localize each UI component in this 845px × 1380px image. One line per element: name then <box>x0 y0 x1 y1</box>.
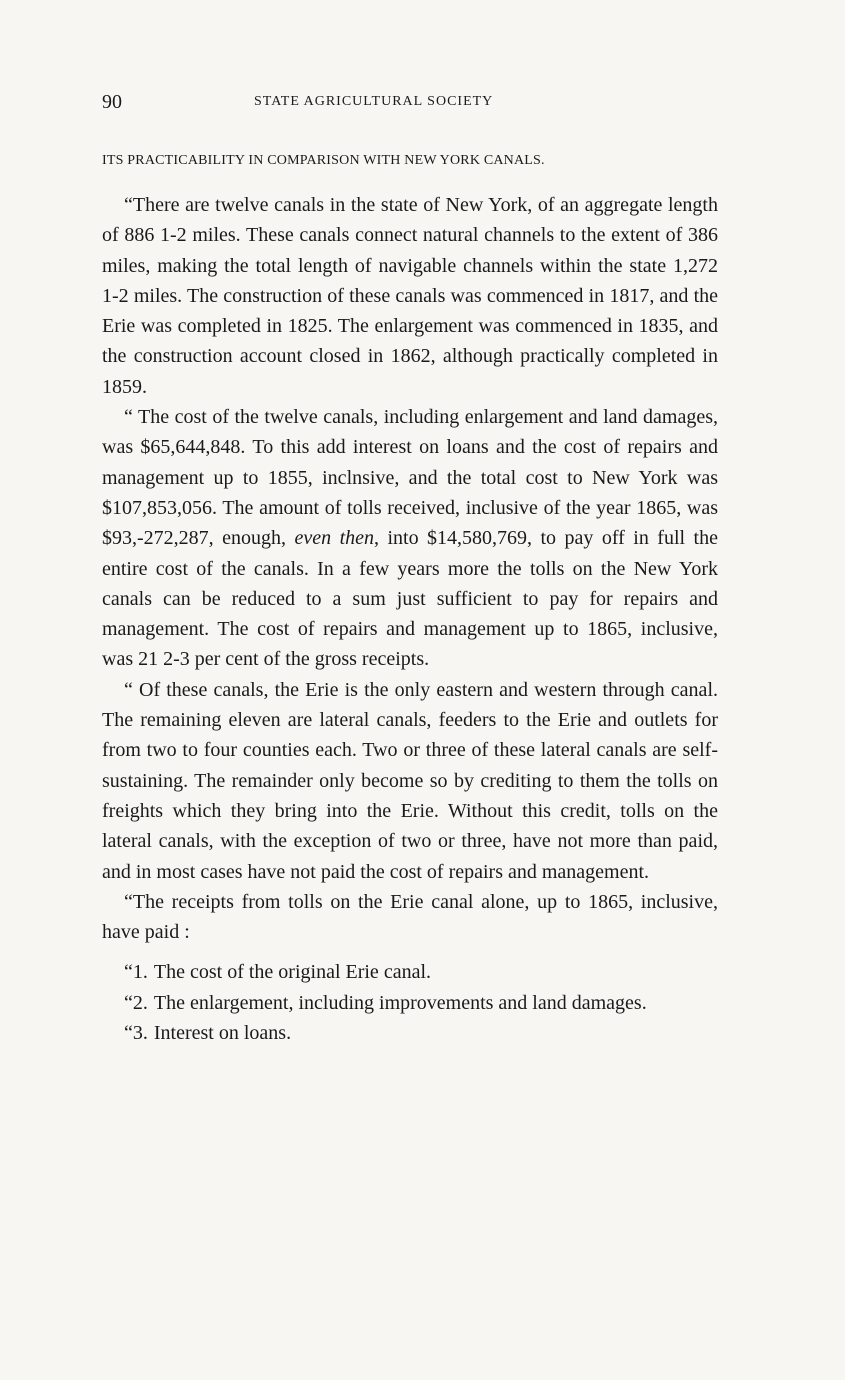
list-item-text: Interest on loans. <box>153 1022 292 1045</box>
receipts-list <box>102 957 718 1048</box>
list-item <box>102 988 718 1018</box>
emphasized-text: even then <box>294 527 374 550</box>
list-marker: “1. <box>124 961 148 984</box>
paragraph-cost-of-canals <box>102 402 718 675</box>
body-text <box>102 190 718 1048</box>
list-item-text: The enlargement, including improvements and land damages. <box>153 991 647 1014</box>
list-item-text: The cost of the original Erie canal. <box>153 961 431 984</box>
section-heading: ITS PRACTICABILITY IN COMPARISON WITH NEW YORK CANALS. <box>102 153 545 168</box>
list-marker: “2. <box>124 991 148 1014</box>
list-item <box>102 1018 718 1048</box>
page-number: 90 <box>102 91 122 113</box>
list-marker: “3. <box>124 1022 148 1045</box>
running-head <box>102 88 722 116</box>
running-title: STATE AGRICULTURAL SOCIETY <box>254 94 494 109</box>
paragraph-twelve-canals: “There are twelve canals in the state of New York, of an aggregate length of 886 1-2 miles. These canals connect natural channels to the extent of 386 miles, making the total length of navigable channels within the state 1,272 1-2 miles. The construction of these canals was commenced in 1817, and the Erie was completed in 1825. The enlargement was commenced in 1835, and the construction account closed in 1862, although practically completed in 1859. <box>102 194 718 398</box>
paragraph-text: , into $14,580,769, to pay off in full the entire cost of the canals. In a few years more the tolls on the New York canals can be reduced to a sum just sufficient to pay for repairs and management. The cost of repairs and management up to 1865, inclusive, was 21 2-3 per cent of the gross receipts. <box>102 527 718 671</box>
paragraph-erie-receipts: “The receipts from tolls on the Erie canal alone, up to 1865, inclusive, have paid : <box>102 890 718 944</box>
paragraph-erie-lateral-canals: “ Of these canals, the Erie is the only eastern and western through canal. The remaining eleven are lateral canals, feeders to the Erie and outlets for from two to four counties each. Two or three of these lateral canals are self-sustaining. The remainder only become so by crediting to them the tolls on freights which they bring into the Erie. Without this credit, tolls on the lateral canals, with the exception of two or three, have not more than paid, and in most cases have not paid the cost of repairs and management. <box>102 678 718 883</box>
list-item <box>102 957 718 987</box>
paragraph-text: “ The cost of the twelve canals, including enlargement and land damages, was $65,644,848. To this add interest on loans and the cost of repairs and management up to 1855, inclnsive, and the total cost to New York was $107,853,056. The amount of tolls received, inclusive of the year 1865, was $93,-272,287, enough, <box>102 406 718 550</box>
